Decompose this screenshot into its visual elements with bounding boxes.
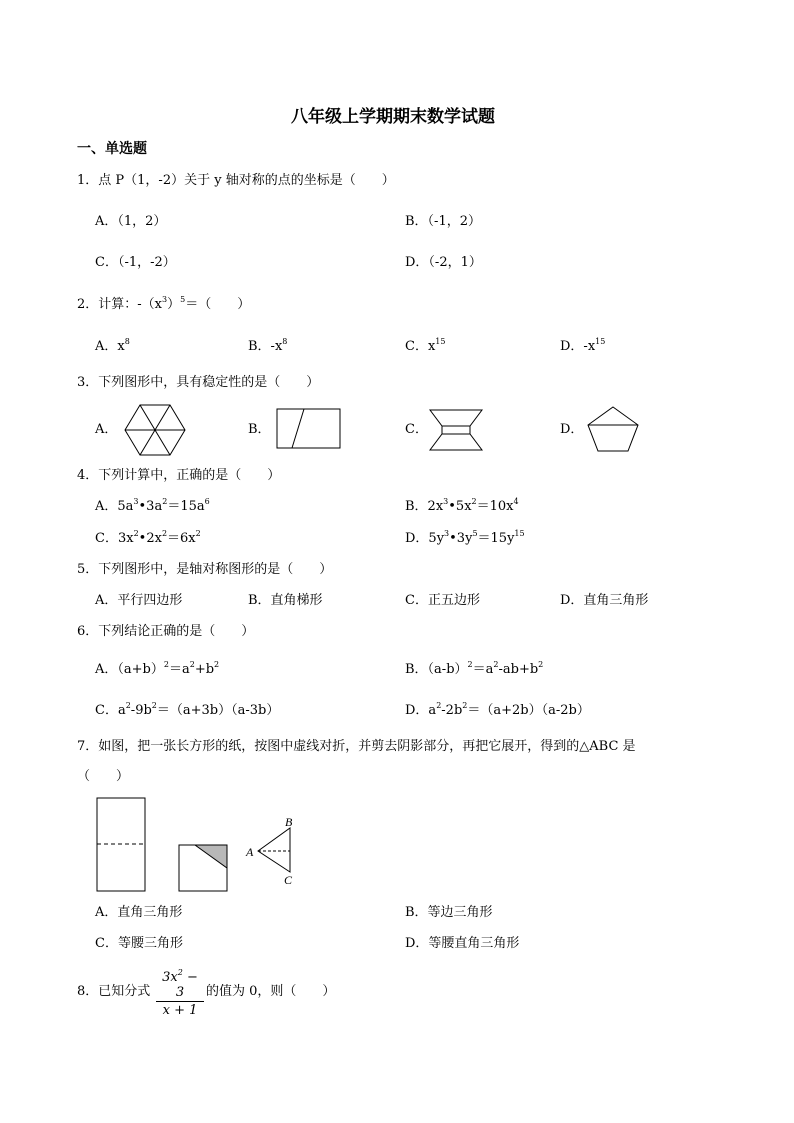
question-6-option-a[interactable]: A．$(a+b)^2=a^2+b^2$ xyxy=(95,660,220,677)
question-1-option-b[interactable]: B．（-1，2） xyxy=(405,214,481,229)
question-1-stem: 1．点 P（1，-2）关于 y 轴对称的点的坐标是（ ） xyxy=(77,173,395,188)
fraction-denominator: x + 1 xyxy=(162,1003,198,1018)
paper-rectangle-figure xyxy=(96,797,148,894)
question-3-stem: 3．下列图形中，具有稳定性的是（ ） xyxy=(77,375,320,390)
question-2-option-b[interactable]: B．$-x^8$ xyxy=(248,337,288,354)
question-6-option-c[interactable]: C．$a^2-9b^2=(a+3b)(a-3b)$ xyxy=(95,701,280,718)
question-7-option-b[interactable]: B．等边三角形 xyxy=(405,905,493,920)
question-8-stem-prefix: 8．已知分式 xyxy=(77,984,151,999)
question-6-stem: 6．下列结论正确的是（ ） xyxy=(77,624,255,639)
question-1-option-a[interactable]: A．（1，2） xyxy=(95,214,167,229)
hexagon-figure xyxy=(123,403,187,457)
question-7-stem-continued: （ ） xyxy=(77,769,130,784)
question-7-option-a[interactable]: A．直角三角形 xyxy=(95,905,183,920)
vertex-b-label: B xyxy=(285,815,293,829)
question-4-option-b[interactable]: B．$2x^3•5x^2=10x^4$ xyxy=(405,497,519,514)
question-7-stem: 7．如图，把一张长方形的纸，按图中虚线对折，并剪去阴影部分，再把它展开，得到的△ABC 是 xyxy=(77,739,636,754)
question-2-option-d[interactable]: D．$-x^{15}$ xyxy=(560,337,606,354)
question-7-option-c[interactable]: C．等腰三角形 xyxy=(95,936,183,951)
question-6-option-d[interactable]: D．$a^2-2b^2=(a+2b)(a-2b)$ xyxy=(405,701,590,718)
question-1-option-d[interactable]: D．（-2，1） xyxy=(405,255,482,270)
pentagon-figure xyxy=(587,406,639,452)
question-5-option-a[interactable]: A．平行四边形 xyxy=(95,593,183,608)
question-4-option-c[interactable]: C．$3x^2•2x^2=6x^2$ xyxy=(95,529,201,546)
question-2-option-c[interactable]: C．$x^{15}$ xyxy=(405,337,446,354)
question-7-option-d[interactable]: D．等腰直角三角形 xyxy=(405,936,520,951)
question-3-option-c[interactable]: C． xyxy=(405,422,428,437)
question-4-stem: 4．下列计算中，正确的是（ ） xyxy=(77,468,281,483)
question-4-option-d[interactable]: D．$5y^3•3y^5=15y^{15}$ xyxy=(405,529,525,546)
question-5-stem: 5．下列图形中，是轴对称图形的是（ ） xyxy=(77,562,333,577)
question-2-option-a[interactable]: A．$x^8$ xyxy=(95,337,130,354)
question-5-option-c[interactable]: C．正五边形 xyxy=(405,593,480,608)
vertex-a-label: A xyxy=(246,845,254,859)
question-2-stem: 2．计算：$-(x^3)^5=$（ ） xyxy=(77,295,251,312)
question-8-stem-suffix: 的值为 0，则（ ） xyxy=(206,984,336,999)
hourglass-figure xyxy=(428,409,484,451)
section-heading: 一、单选题 xyxy=(77,141,147,157)
question-6-option-b[interactable]: B．$(a-b)^2=a^2-ab+b^2$ xyxy=(405,660,544,677)
question-3-option-b[interactable]: B． xyxy=(248,422,271,437)
question-3-option-a[interactable]: A． xyxy=(95,422,118,437)
question-8-fraction xyxy=(156,970,204,1018)
fraction-numerator: $3x^2 - 3$ xyxy=(162,968,198,1000)
folded-paper-figure xyxy=(178,844,230,894)
question-5-option-b[interactable]: B．直角梯形 xyxy=(248,593,323,608)
vertex-c-label: C xyxy=(284,873,293,887)
question-5-option-d[interactable]: D．直角三角形 xyxy=(560,593,649,608)
question-1-option-c[interactable]: C．（-1，-2） xyxy=(95,255,176,270)
question-3-option-d[interactable]: D． xyxy=(560,422,584,437)
page-title: 八年级上学期期末数学试题 xyxy=(291,107,495,127)
triangle-abc-figure xyxy=(244,814,302,888)
question-4-option-a[interactable]: A．$5a^3•3a^2=15a^6$ xyxy=(95,497,210,514)
parallelogram-figure xyxy=(276,408,342,450)
